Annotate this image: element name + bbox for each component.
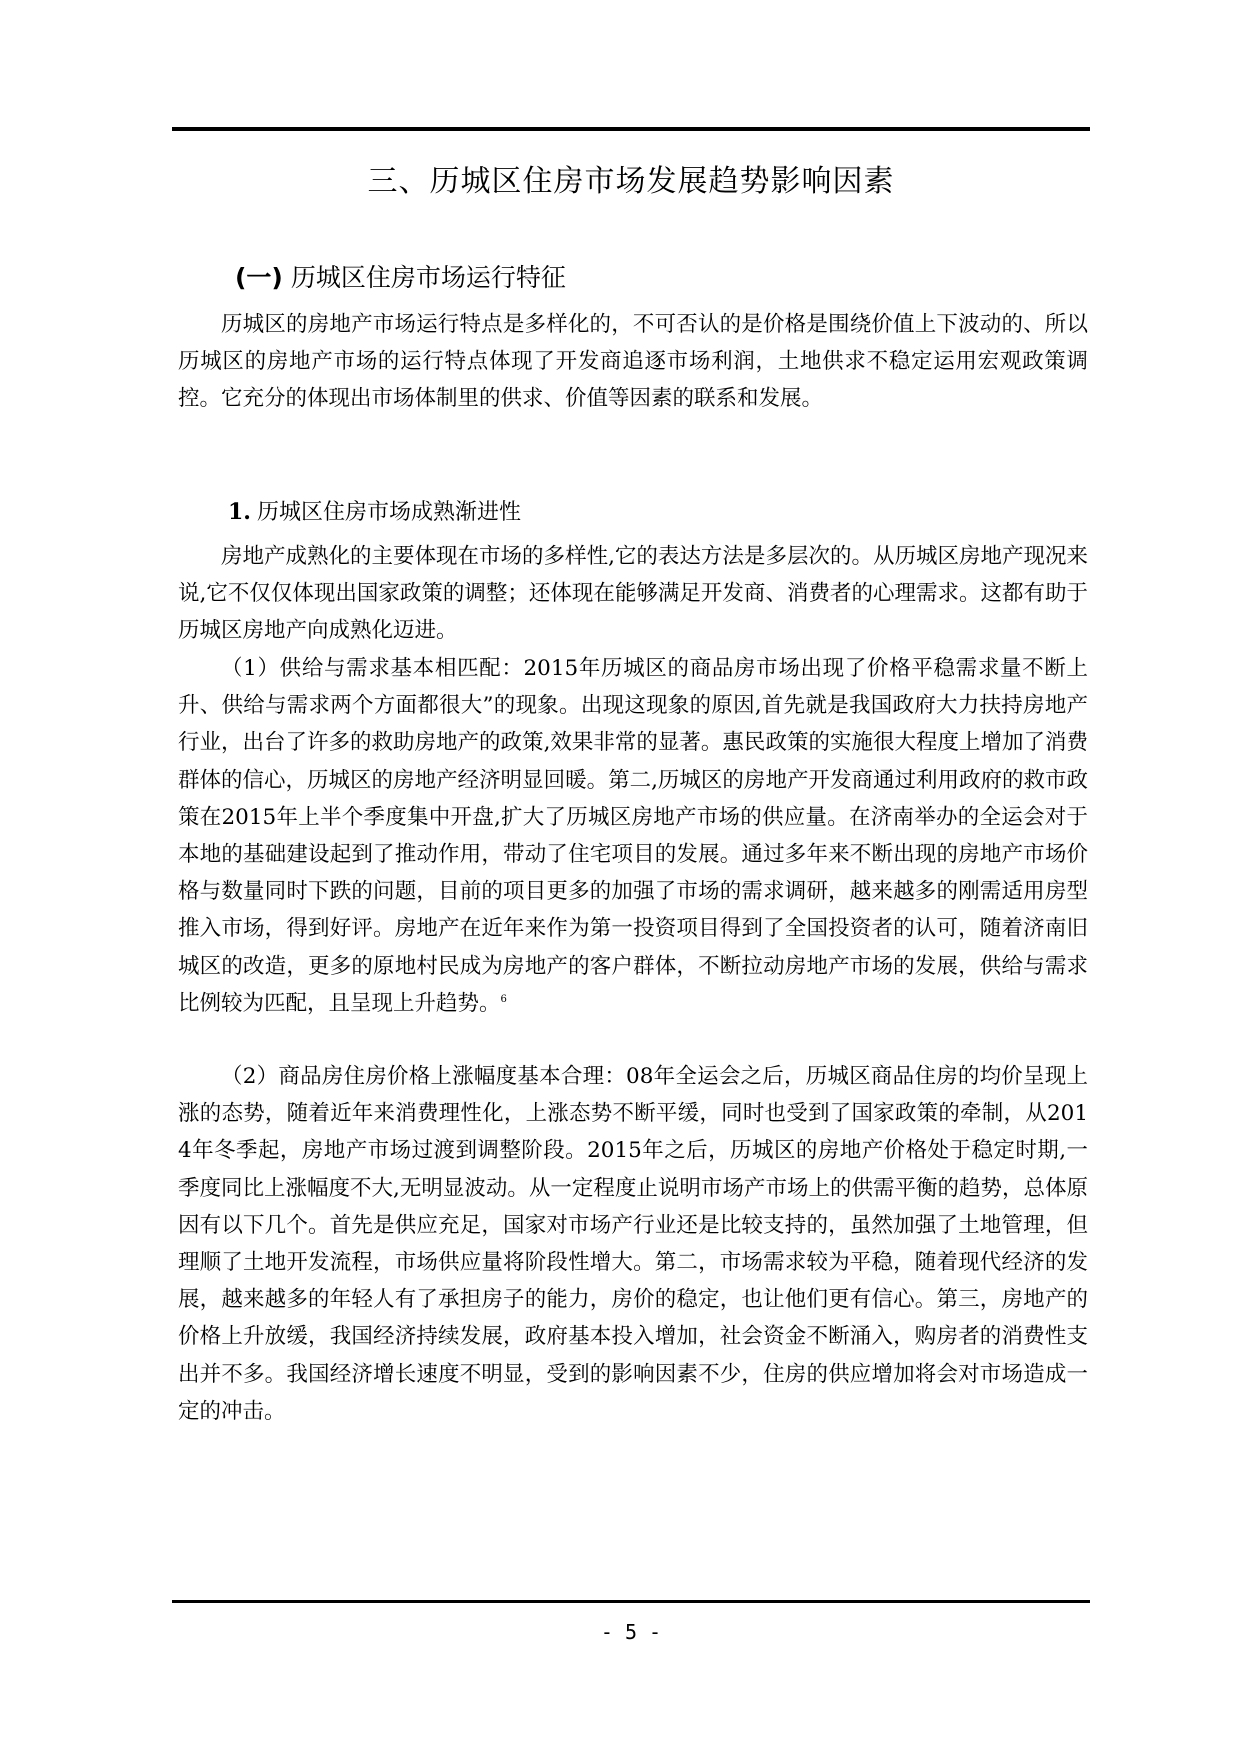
page-number: - 5 - bbox=[600, 1620, 662, 1644]
subsection-number: 1. bbox=[228, 499, 251, 525]
subsection-heading bbox=[228, 494, 521, 531]
paragraph-supply-demand-text: （1）供给与需求基本相匹配：2015年历城区的商品房市场出现了价格平稳需求量不断上升、供给与需求两个方面都很大”的现象。出现这现象的原因,首先就是我国政府大力扶持房地产行业，出台了许多的救助房地产的政策,效果非常的显著。惠民政策的实施很大程度上增加了消费群体的信心，历城区的房地产经济明显回暖。第二,历城区的房地产开发商通过利用政府的救市政策在2015年上半个季度集中开盘,扩大了历城区房地产市场的供应量。在济南举办的全运会对于本地的基础建设起到了推动作用，带动了住宅项目的发展。通过多年来不断出现的房地产市场价格与数量同时下跌的问题，目前的项目更多的加强了市场的需求调研，越来越多的刚需适用房型推入市场，得到好评。房地产在近年来作为第一投资项目得到了全国投资者的认可，随着济南旧城区的改造，更多的原地村民成为房地产的客户群体，不断拉动房地产市场的发展，供给与需求比例较为匹配，且呈现上升趋势。 bbox=[178, 656, 1088, 1016]
footnote-marker: 6 bbox=[500, 993, 507, 1005]
bottom-rule bbox=[172, 1600, 1090, 1603]
paragraph-price: （2）商品房住房价格上涨幅度基本合理：08年全运会之后，历城区商品住房的均价呈现上涨的态势，随着近年来消费理性化，上涨态势不断平缓，同时也受到了国家政策的牵制，从2014年冬季起，房地产市场过渡到调整阶段。2015年之后，历城区的房地产价格处于稳定时期,一季度同比上涨幅度不大,无明显波动。从一定程度止说明市场产市场上的供需平衡的趋势，总体原因有以下几个。首先是供应充足，国家对市场产行业还是比较支持的，虽然加强了土地管理，但理顺了土地开发流程，市场供应量将阶段性增大。第二，市场需求较为平稳，随着现代经济的发展，越来越多的年轻人有了承担房子的能力，房价的稳定，也让他们更有信心。第三，房地产的价格上升放缓，我国经济持续发展，政府基本投入增加，社会资金不断涌入，购房者的消费性支出并不多。我国经济增长速度不明显，受到的影响因素不少，住房的供应增加将会对市场造成一定的冲击。 bbox=[178, 1064, 1088, 1424]
top-rule bbox=[172, 127, 1090, 131]
section-title: 历城区住房市场运行特征 bbox=[290, 263, 566, 292]
section-heading bbox=[235, 258, 566, 298]
intro-paragraph: 历城区的房地产市场运行特点是多样化的，不可否认的是价格是围绕价值上下波动的、所以历城区的房地产市场的运行特点体现了开发商追逐市场利润，土地供求不稳定运用宏观政策调控。它充分的体现出市场体制里的供求、价值等因素的联系和发展。 bbox=[178, 312, 1088, 412]
chapter-title: 三、历城区住房市场发展趋势影响因素 bbox=[367, 164, 895, 199]
paragraph-maturity: 房地产成熟化的主要体现在市场的多样性,它的表达方法是多层次的。从历城区房地产现况来说,它不仅仅体现出国家政策的调整；还体现在能够满足开发商、消费者的心理需求。这都有助于历城区房地产向成熟化迈进。 bbox=[178, 544, 1088, 644]
subsection-title: 历城区住房市场成熟渐进性 bbox=[256, 500, 521, 525]
paragraph-supply-demand bbox=[178, 650, 1088, 1022]
section-number: (一) bbox=[235, 263, 283, 292]
